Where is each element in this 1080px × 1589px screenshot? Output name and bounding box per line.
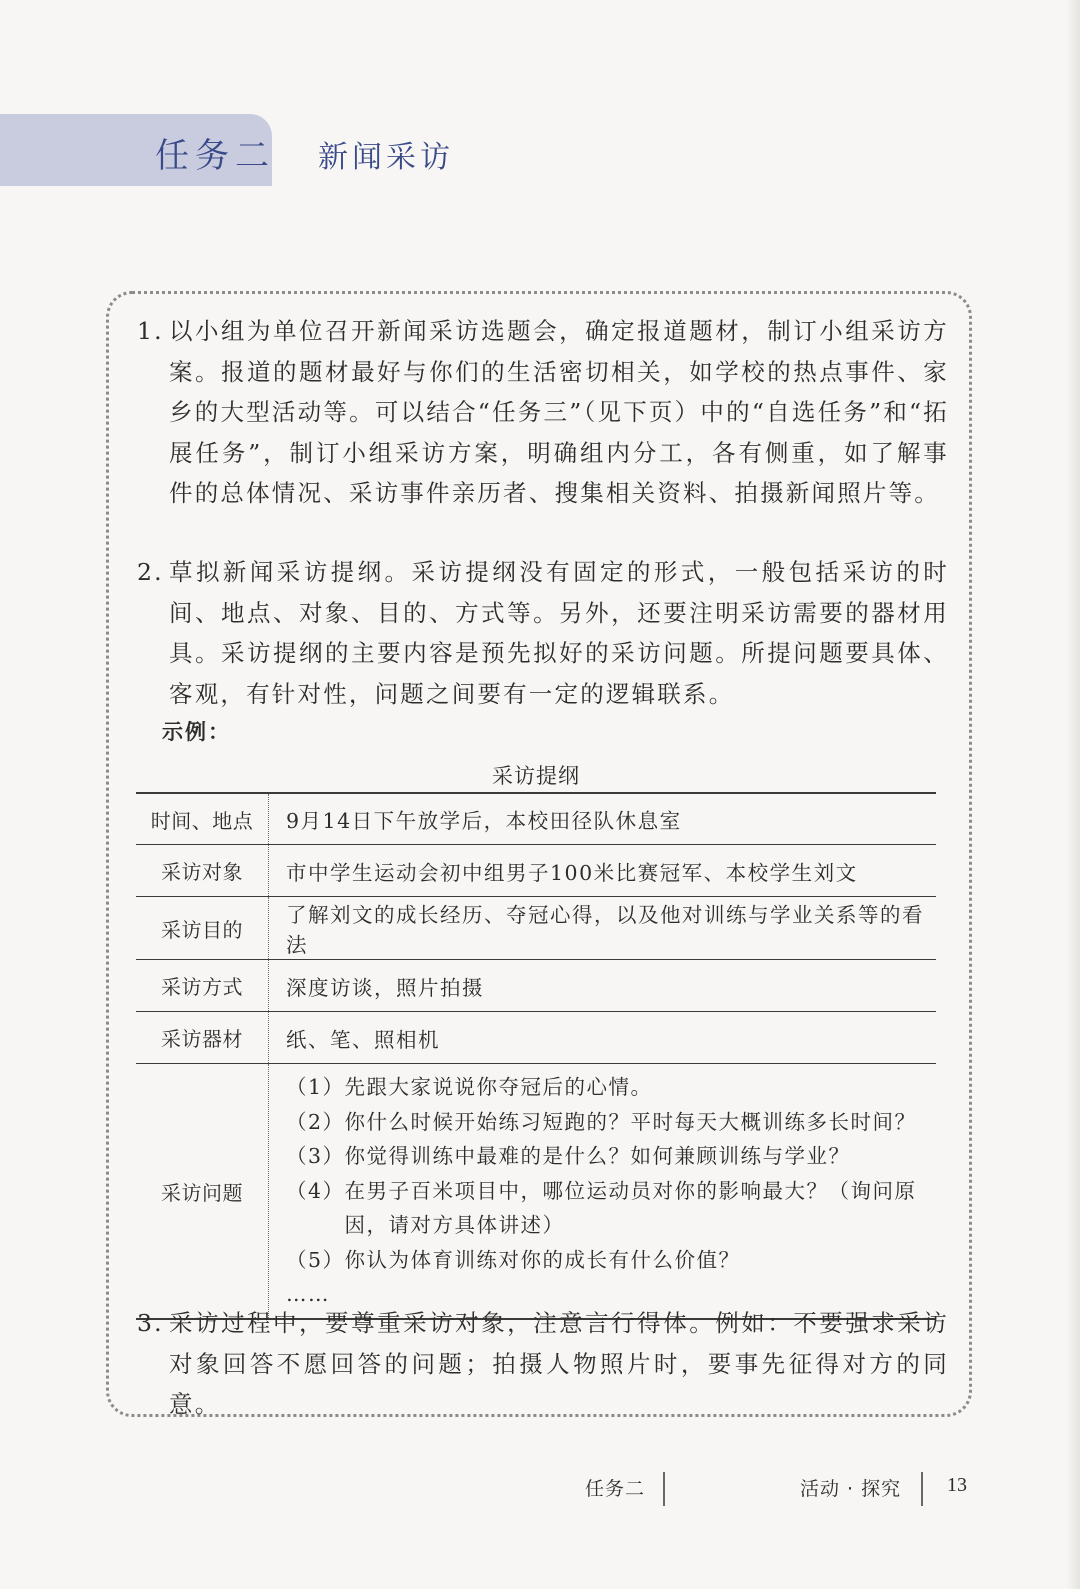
questions-ellipsis: …… [286,1282,330,1307]
row-key: 采访器材 [136,1012,269,1064]
item-number: 3. [137,1309,164,1337]
table-row-questions [136,1064,936,1320]
task-title: 新闻采访 [318,140,454,175]
row-value: 了解刘文的成长经历、夺冠心得，以及他对训练与学业关系等的看法 [269,897,937,960]
item-number: 1. [137,317,164,345]
footer-divider [921,1472,923,1506]
question-item: （2） 你什么时候开始练习短跑的？平时每天大概训练多长时间？ [286,1109,917,1134]
instruction-item-1 [137,311,949,514]
question-item: （5） 你认为体育训练对你的成长有什么价值？ [286,1247,741,1272]
instruction-item-2 [137,552,949,714]
example-label: 示例： [162,720,231,744]
page-number: 13 [947,1474,967,1496]
question-item: （3） 你觉得训练中最难的是什么？如何兼顾训练与学业？ [286,1144,851,1169]
row-value: 深度访谈，照片拍摄 [269,960,937,1012]
instruction-item-3 [137,1303,949,1425]
row-key: 采访问题 [136,1064,269,1320]
item-text: 采访过程中，要尊重采访对象，注意言行得体。例如：不要强求采访对象回答不愿回答的问题；拍摄人物照片时，要事先征得对方的同意。 [169,1309,949,1418]
outline-table-title: 采访提纲 [492,764,580,788]
row-value: 9月14日下午放学后，本校田径队休息室 [269,793,937,845]
question-item: （1） 先跟大家说说你夺冠后的心情。 [286,1074,653,1099]
row-value: 纸、笔、照相机 [269,1012,937,1064]
footer-task-label: 任务二 [585,1478,646,1500]
item-text: 草拟新闻采访提纲。采访提纲没有固定的形式，一般包括采访的时间、地点、对象、目的、方式等。另外，还要注明采访需要的器材用具。采访提纲的主要内容是预先拟好的采访问题。所提问题要具体、客观，有针对性，问题之间要有一定的逻辑联系。 [169,558,949,708]
footer-divider [663,1472,665,1506]
row-value: 市中学生运动会初中组男子100米比赛冠军、本校学生刘文 [269,845,937,897]
item-number: 2. [137,558,164,586]
table-row [136,1012,936,1064]
interview-outline-table [136,792,936,1320]
table-row [136,793,936,845]
table-row [136,960,936,1012]
task-label: 任务二 [155,136,275,176]
row-key: 采访方式 [136,960,269,1012]
question-item: （4） 在男子百米项目中，哪位运动员对你的影响最大？（询问原因，请对方具体讲述） [286,1178,917,1238]
item-text: 以小组为单位召开新闻采访选题会，确定报道题材，制订小组采访方案。报道的题材最好与你们的生活密切相关，如学校的热点事件、家乡的大型活动等。可以结合“任务三”（见下页）中的“自选任务”和“拓展任务”，制订小组采访方案，明确组内分工，各有侧重，如了解事件的总体情况、采访事件亲历者、搜集相关资料、拍摄新闻照片等。 [169,317,949,507]
questions-list [269,1064,937,1320]
page-edge-shadow [1066,0,1080,1589]
table-row [136,897,936,960]
row-key: 采访对象 [136,845,269,897]
row-key: 采访目的 [136,897,269,960]
footer-section-label: 活动 · 探究 [800,1478,902,1500]
table-row [136,845,936,897]
row-key: 时间、地点 [136,793,269,845]
